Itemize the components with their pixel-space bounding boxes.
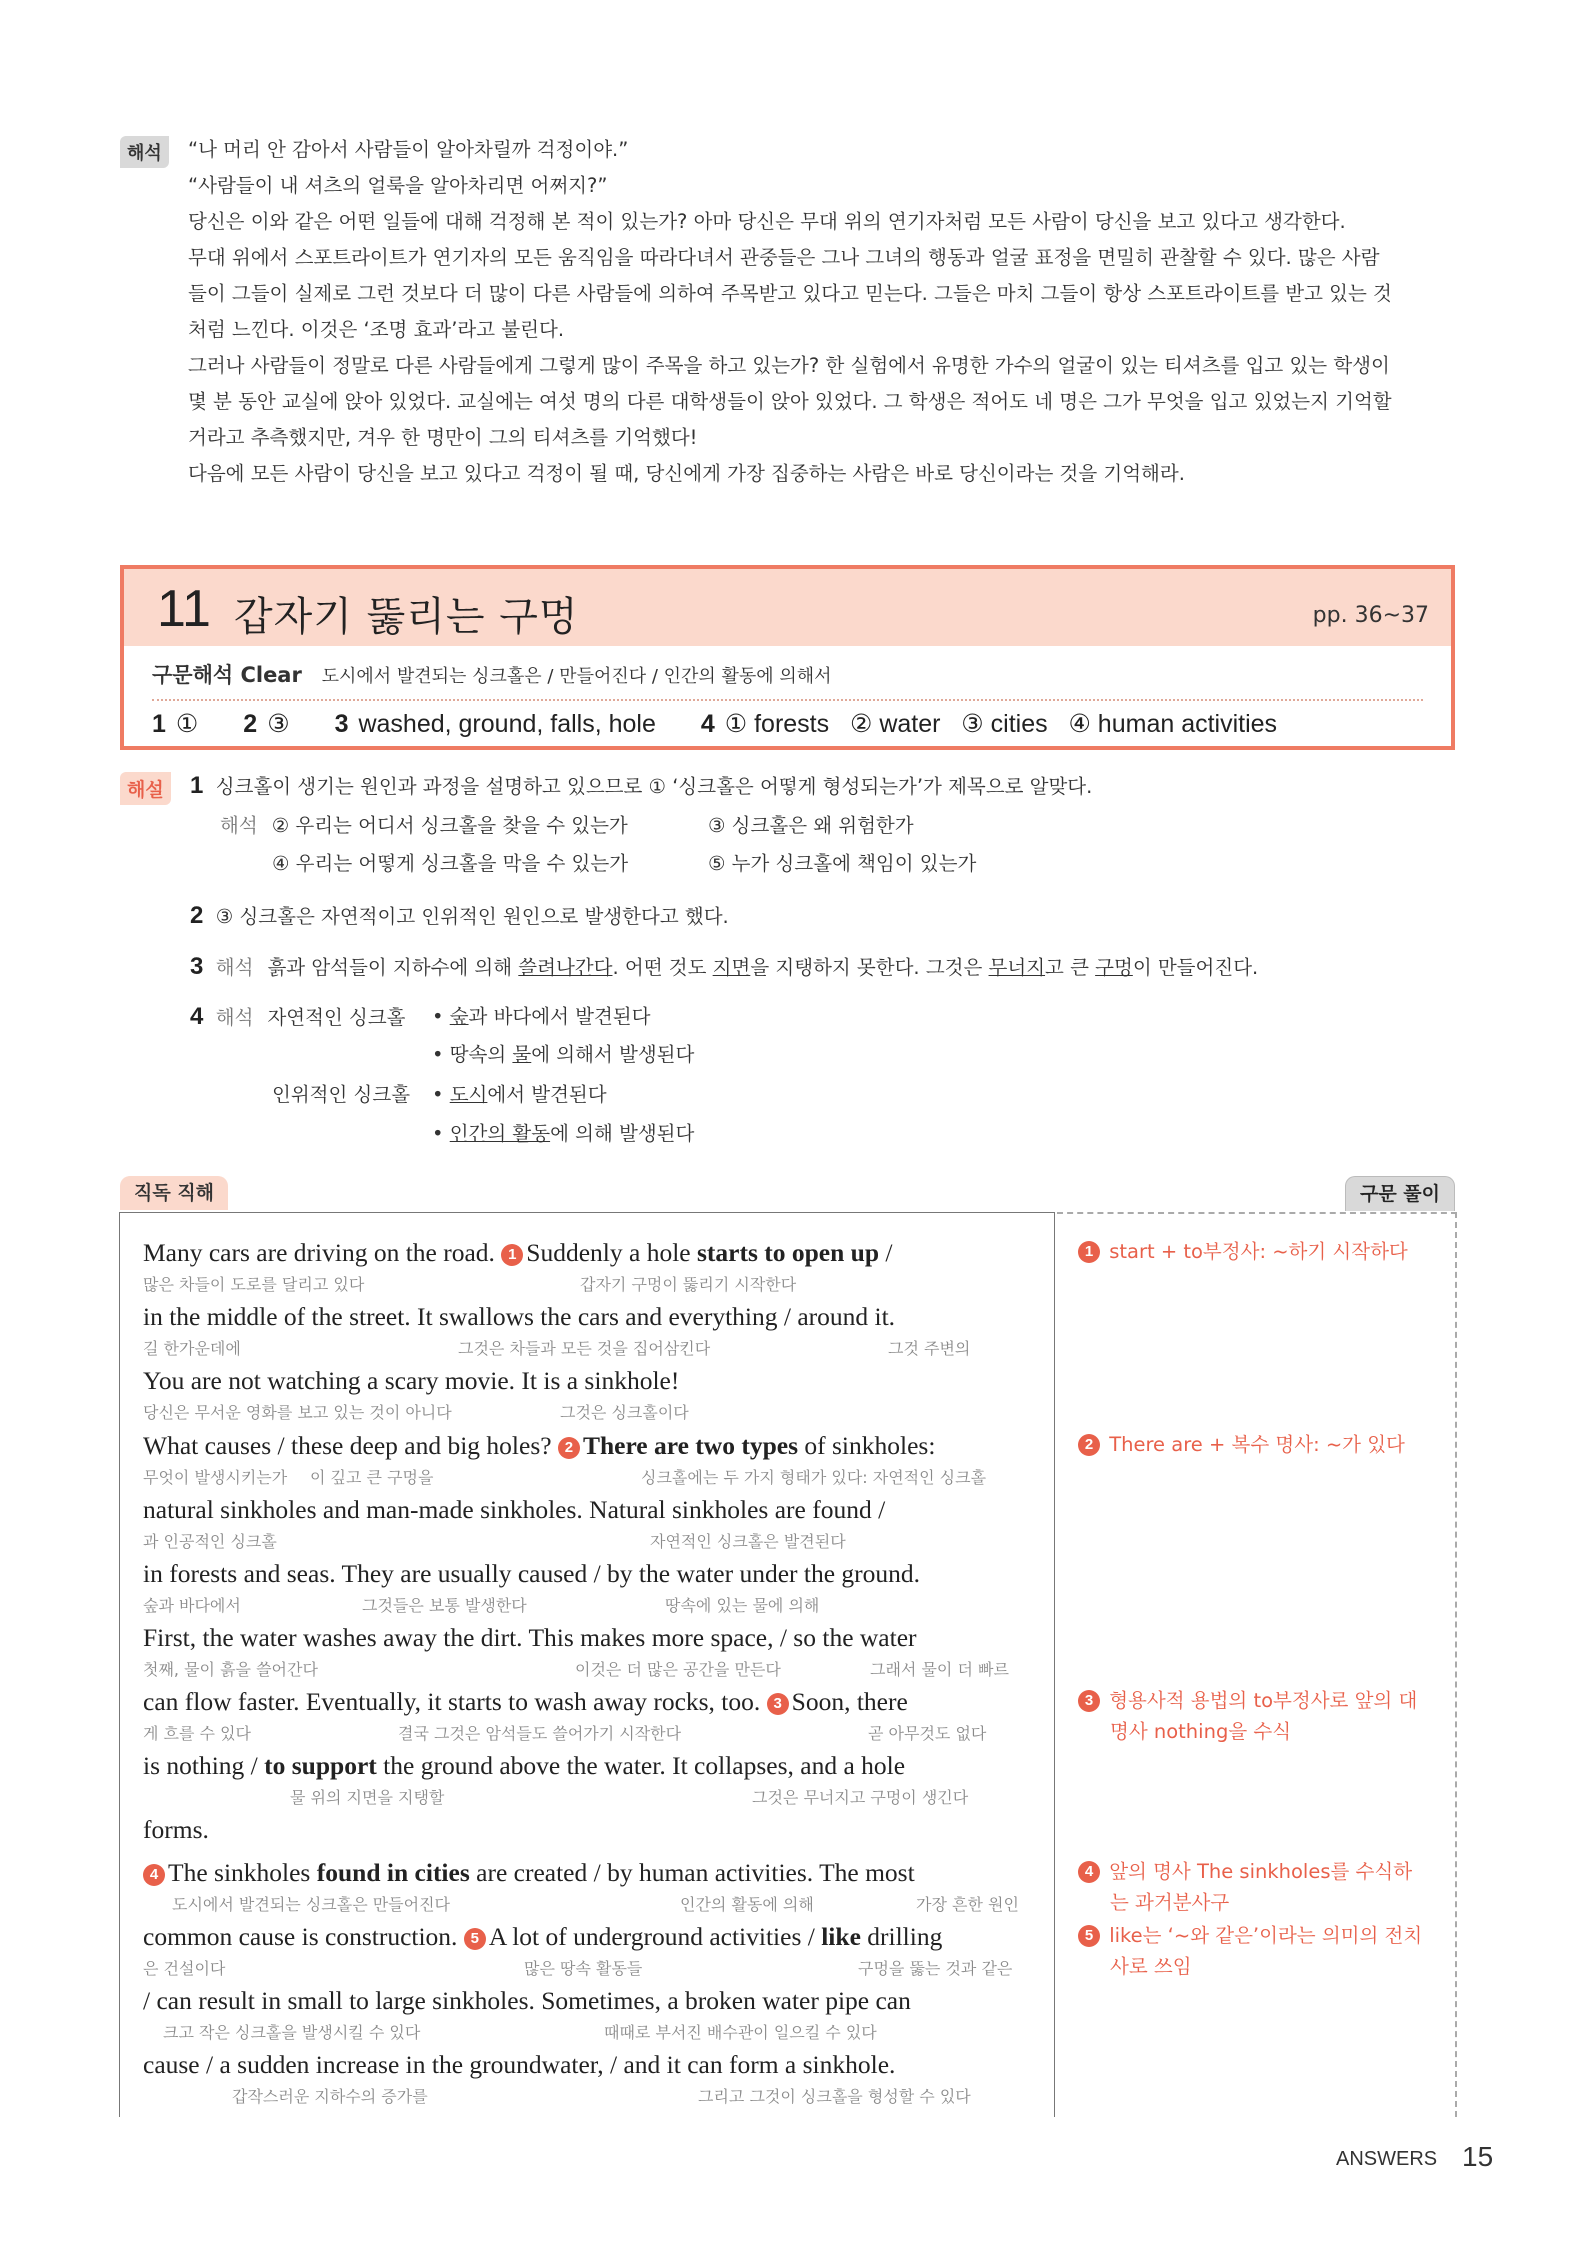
unit-title: 갑자기 뚫리는 구멍 — [234, 594, 579, 640]
syntax-clear-text: 도시에서 발견되는 싱크홀은 / 만들어진다 / 인간의 활동에 의해서 — [321, 666, 832, 687]
translation-line: 그러나 사람들이 정말로 다른 사람들에게 그렇게 많이 주목을 하고 있는가? 한 실험에서 유명한 가수의 얼굴이 있는 티셔츠를 입고 있는 학생이 — [188, 354, 1390, 377]
reading-line: First, the water washes away the dirt. This makes more space, / so the water — [143, 1623, 917, 1652]
reading-line: can flow faster. Eventually, it starts to wash away rocks, too. 3 Soon, there — [143, 1687, 908, 1716]
reading-gloss: 도시에서 발견되는 싱크홀은 만들어진다 — [172, 1895, 451, 1914]
answer-row — [152, 709, 1315, 739]
reading-line: forms. — [143, 1815, 209, 1844]
reading-gloss: 게 흐를 수 있다 — [143, 1724, 251, 1743]
reading-gloss: 크고 작은 싱크홀을 발생시킬 수 있다 — [163, 2023, 421, 2042]
reading-gloss: 가장 흔한 원인 — [916, 1895, 1019, 1914]
explanation-q4-item: • 도시에서 발견된다 — [432, 1083, 607, 1106]
syntax-note: 1 start + to부정사: ~하기 시작하다 — [1078, 1236, 1408, 1267]
explanation-q4-label: 인위적인 싱크홀 — [272, 1083, 411, 1106]
translation-line: 당신은 이와 같은 어떤 일들에 대해 걱정해 본 적이 있는가? 아마 당신은 무대 위의 연기자처럼 모든 사람이 당신을 보고 있다고 생각한다. — [188, 210, 1346, 233]
reading-line: in the middle of the street. It swallows the cars and everything / around it. — [143, 1302, 896, 1331]
reading-gloss: 결국 그것은 암석들도 쓸어가기 시작한다 — [398, 1724, 682, 1743]
explanation-q2: 2 ③ 싱크홀은 자연적이고 인위적인 원인으로 발생한다고 했다. — [190, 902, 729, 929]
unit-answer-box — [120, 565, 1455, 750]
footer-label: ANSWERS — [1336, 2148, 1438, 2170]
reading-gloss: 갑작스러운 지하수의 증가를 — [232, 2087, 428, 2106]
syntax-clear-label: 구문해석 Clear — [152, 663, 302, 687]
reading-gloss: 그것은 차들과 모든 것을 집어삼킨다 — [458, 1339, 711, 1358]
translation-line: 몇 분 동안 교실에 앉아 있었다. 교실에는 여섯 명의 다른 대학생들이 앉아 있었다. 그 학생은 적어도 네 명은 그가 무엇을 입고 있었는지 기억할 — [188, 390, 1392, 413]
unit-number: 11 — [157, 580, 211, 638]
reading-gloss: 그래서 물이 더 빠르 — [870, 1660, 1009, 1679]
reading-gloss: 싱크홀에는 두 가지 형태가 있다: 자연적인 싱크홀 — [641, 1468, 987, 1487]
reading-gloss: 자연적인 싱크홀은 발견된다 — [650, 1532, 846, 1551]
translation-line: “나 머리 안 감아서 사람들이 알아차릴까 걱정이야.” — [188, 138, 629, 161]
translation-line: 거라고 추측했지만, 겨우 한 명만이 그의 티셔츠를 기억했다! — [188, 426, 698, 449]
reading-gloss: 첫째, 물이 흙을 쓸어간다 — [143, 1660, 318, 1679]
reading-gloss: 물 위의 지면을 지탱할 — [290, 1788, 445, 1807]
reading-gloss: 곧 아무것도 없다 — [868, 1724, 987, 1743]
reading-line: You are not watching a scary movie. It is a sinkhole! — [143, 1366, 680, 1395]
reading-gloss: 그것들은 보통 발생한다 — [362, 1596, 527, 1615]
reading-line: / can result in small to large sinkholes. Sometimes, a broken water pipe can — [143, 1986, 911, 2015]
explanation-q1-option: ⑤ 누가 싱크홀에 책임이 있는가 — [708, 852, 977, 875]
reading-gloss: 구멍을 뚫는 것과 같은 — [858, 1959, 1013, 1978]
tab-direct-reading: 직독 직해 — [120, 1176, 228, 1210]
reading-line: natural sinkholes and man-made sinkholes. Natural sinkholes are found / — [143, 1495, 886, 1524]
explanation-q4-item: • 인간의 활동에 의해 발생된다 — [432, 1122, 695, 1145]
reading-gloss: 인간의 활동에 의해 — [680, 1895, 814, 1914]
reading-line: in forests and seas. They are usually caused / by the water under the ground. — [143, 1559, 921, 1588]
reading-gloss: 때때로 부서진 배수관이 일으킬 수 있다 — [604, 2023, 877, 2042]
reading-gloss: 많은 차들이 도로를 달리고 있다 — [143, 1275, 365, 1294]
answer-item: 3 washed, ground, falls, hole — [334, 710, 656, 738]
reading-gloss: 이것은 더 많은 공간을 만든다 — [575, 1660, 781, 1679]
explanation-q1: 1 싱크홀이 생기는 원인과 과정을 설명하고 있으므로 ① ‘싱크홀은 어떻게 형성되는가’가 제목으로 알맞다. — [190, 772, 1093, 799]
explanation-q1-options: 해석 ② 우리는 어디서 싱크홀을 찾을 수 있는가 — [220, 814, 628, 837]
reading-gloss: 많은 땅속 활동들 — [524, 1959, 643, 1978]
reading-gloss: 길 한가운데에 — [143, 1339, 241, 1358]
reading-gloss: 은 건설이다 — [143, 1959, 226, 1978]
explanation-tag: 해설 — [120, 772, 171, 805]
answer-item: 4 ① forests ② water ③ cities ④ human activities — [700, 710, 1278, 738]
reading-gloss: 그것 주변의 — [888, 1339, 971, 1358]
reading-gloss: 그것은 무너지고 구멍이 생긴다 — [752, 1788, 969, 1807]
reading-gloss: 이 깊고 큰 구멍을 — [310, 1468, 434, 1487]
reading-gloss: 당신은 무서운 영화를 보고 있는 것이 아니다 — [143, 1403, 452, 1422]
translation-line: 처럼 느낀다. 이것은 ‘조명 효과’라고 불린다. — [188, 318, 565, 341]
reading-line: common cause is construction. 5 A lot of underground activities / like drilling — [143, 1922, 943, 1951]
syntax-note: 2 There are + 복수 명사: ~가 있다 — [1078, 1429, 1405, 1460]
answer-item: 2 ③ — [243, 710, 290, 738]
explanation-q3: 3 해석 흙과 암석들이 지하수에 의해 쓸려나간다. 어떤 것도 지면을 지탱하지 못한다. 그것은 무너지고 큰 구멍이 만들어진다. — [190, 953, 1259, 980]
reading-gloss: 그리고 그것이 싱크홀을 형성할 수 있다 — [698, 2087, 971, 2106]
reading-gloss: 갑자기 구멍이 뚫리기 시작한다 — [580, 1275, 797, 1294]
translation-line: 무대 위에서 스포트라이트가 연기자의 모든 움직임을 따라다녀서 관중들은 그나 그녀의 행동과 얼굴 표정을 면밀히 관찰할 수 있다. 많은 사람 — [188, 246, 1380, 269]
answer-item: 1 ① — [152, 710, 199, 738]
reading-line: 4 The sinkholes found in cities are created / by human activities. The most — [143, 1858, 915, 1888]
explanation-q1-option: ③ 싱크홀은 왜 위험한가 — [708, 814, 914, 837]
reading-line: is nothing / to support the ground above the water. It collapses, and a hole — [143, 1751, 906, 1780]
explanation-q4-item: • 숲과 바다에서 발견된다 — [432, 1005, 651, 1028]
reading-line: cause / a sudden increase in the groundwater, / and it can form a sinkhole. — [143, 2050, 896, 2079]
translation-tag: 해석 — [120, 136, 169, 168]
page-number: 15 — [1462, 2141, 1494, 2172]
reading-gloss: 그것은 싱크홀이다 — [560, 1403, 689, 1422]
translation-line: “사람들이 내 셔츠의 얼룩을 알아차리면 어쩌지?” — [188, 174, 608, 197]
syntax-clear — [152, 659, 832, 689]
translation-line: 들이 그들이 실제로 그런 것보다 더 많이 다른 사람들에 의하여 주목받고 있다고 믿는다. 그들은 마치 그들이 항상 스포트라이트를 받고 있는 것 — [188, 282, 1392, 305]
syntax-note: 5 like는 ‘~와 같은’이라는 의미의 전치 사로 쓰임 — [1078, 1920, 1422, 1982]
divider — [152, 699, 1423, 701]
unit-pages: pp. 36~37 — [1312, 603, 1429, 628]
explanation-q4-item: • 땅속의 물에 의해서 발생된다 — [432, 1043, 695, 1066]
tab-syntax-notes: 구문 풀이 — [1345, 1176, 1455, 1211]
reading-line: Many cars are driving on the road. 1 Suddenly a hole starts to open up / — [143, 1238, 893, 1267]
reading-gloss: 과 인공적인 싱크홀 — [143, 1532, 277, 1551]
reading-gloss: 땅속에 있는 물에 의해 — [665, 1596, 820, 1615]
translation-line: 다음에 모든 사람이 당신을 보고 있다고 걱정이 될 때, 당신에게 가장 집중하는 사람은 바로 당신이라는 것을 기억해라. — [188, 462, 1185, 485]
reading-gloss: 무엇이 발생시키는가 — [143, 1468, 288, 1487]
syntax-note: 4 앞의 명사 The sinkholes를 수식하 는 과거분사구 — [1078, 1856, 1412, 1918]
explanation-q1-option: ④ 우리는 어떻게 싱크홀을 막을 수 있는가 — [272, 852, 629, 875]
syntax-note: 3 형용사적 용법의 to부정사로 앞의 대 명사 nothing을 수식 — [1078, 1685, 1417, 1747]
unit-header — [124, 569, 1451, 646]
explanation-q4: 4 해석 자연적인 싱크홀 — [190, 1003, 406, 1030]
reading-line: What causes / these deep and big holes? 2 There are two types of sinkholes: — [143, 1431, 936, 1460]
reading-gloss: 숲과 바다에서 — [143, 1596, 241, 1615]
